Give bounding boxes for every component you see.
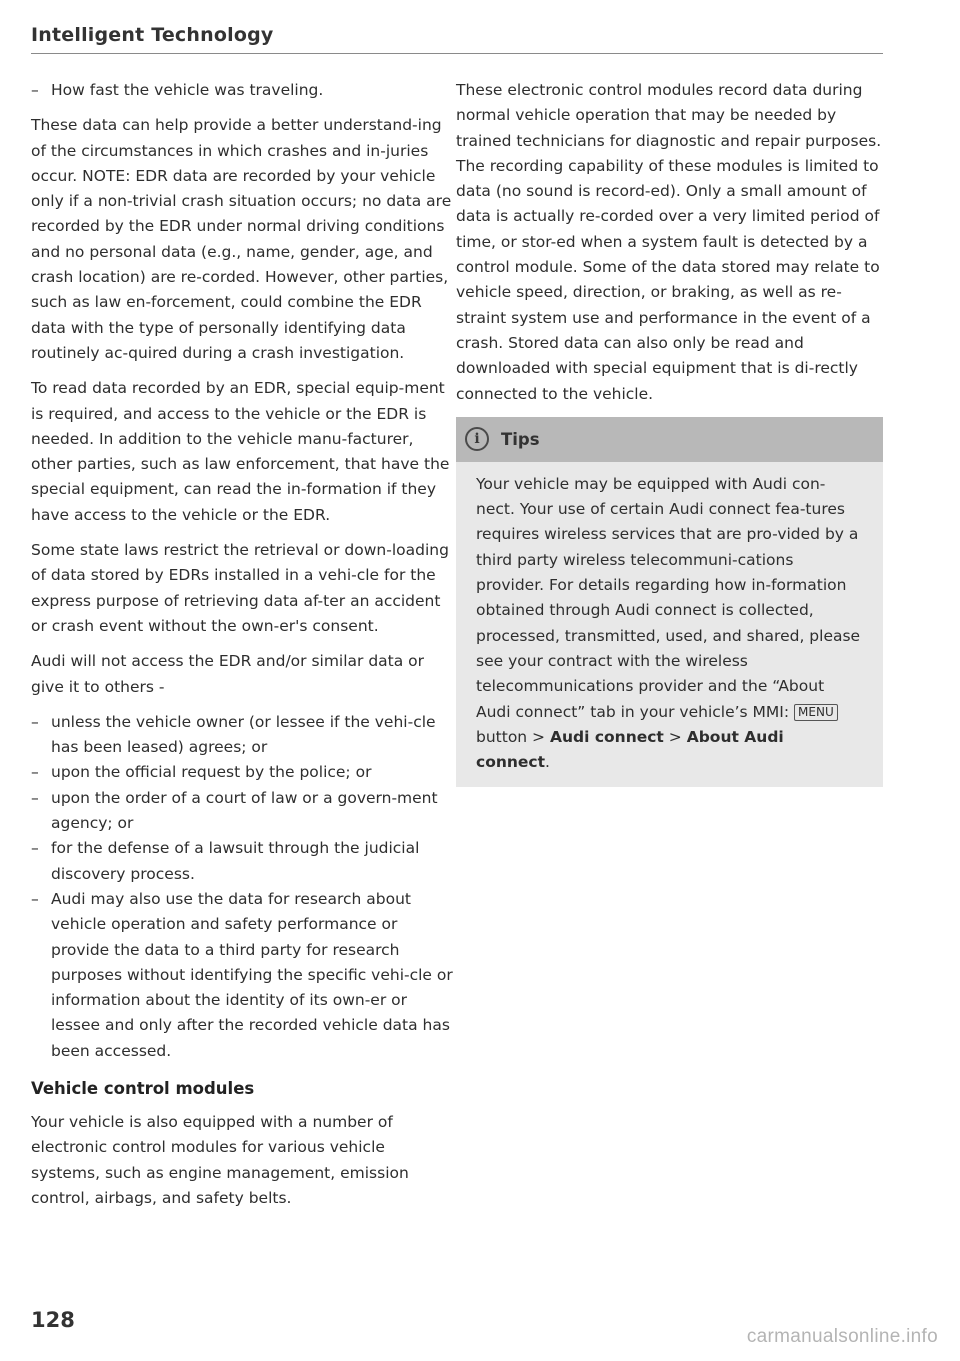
list-item: – unless the vehicle owner (or lessee if the vehi-cle has been leased) agrees; or (31, 710, 453, 761)
list-item: – Audi may also use the data for research about vehicle operation and safety performance or provide the data to a third party for research purposes without identifying the specific vehi-cle or information about the identity of its own-er or lessee and only after the recorded vehicle data has been accessed. (31, 887, 453, 1064)
tips-header (456, 417, 883, 462)
menu-path-audi-connect: Audi connect (549, 727, 664, 746)
menu-key: MENU (794, 704, 838, 721)
header-divider (31, 53, 883, 54)
page-number: 128 (31, 1308, 75, 1332)
list-item: – How fast the vehicle was traveling. (31, 78, 453, 103)
tips-button-text: button > (476, 727, 546, 746)
right-column (456, 78, 883, 787)
paragraph: These data can help provide a better understand-ing of the circumstances in which crashes and in-juries occur. NOTE: EDR data are recorded by your vehicle only if a non-trivial crash situation occurs; no data are recorded by the EDR under normal driving conditions and no personal data (e.g., name, gender, age, and crash location) are re-corded. However, other parties, such as law en-forcement, could combine the EDR data with the type of personally identifying data routinely ac-quired during a crash investigation. (31, 116, 452, 362)
menu-path-about-audi-connect: About Audi connect (476, 727, 784, 772)
paragraph: Some state laws restrict the retrieval or down-loading of data stored by EDRs installed in a vehi-cle for the express purpose of retrieving data af-ter an accident or crash event without the own-er's consent. (31, 541, 449, 635)
list-item: – upon the official request by the police; or (31, 760, 453, 785)
tips-label: Tips (501, 429, 540, 449)
paragraph: These electronic control modules record data during normal vehicle operation that may be needed by trained technicians for diagnostic and repair purposes. The recording capability of these modules is limited to data (no sound is record-ed). Only a small amount of data is actually re-corded over a very limited period of time, or stor-ed when a system fault is detected by a control module. Some of the data stored may relate to vehicle speed, direction, or braking, as well as re-straint system use and performance in the event of a crash. Stored data can also only be read and downloaded with special equipment that is di-rectly connected to the vehicle. (456, 81, 882, 403)
list-item: – upon the order of a court of law or a govern-ment agency; or (31, 786, 453, 837)
tips-box (456, 417, 883, 788)
tips-text: Your vehicle may be equipped with Audi con-nect. Your use of certain Audi connect fea-tures requires wireless services that are pro-vided by a third party wireless telecommuni-cations provider. For details regarding how in-formation obtained through Audi connect is collected, processed, transmitted, used, and shared, please see your contract with the wireless telecommunications provider and the “About Audi connect” tab in your vehicle’s MMI: (476, 474, 861, 721)
list-item: – for the defense of a lawsuit through the judicial discovery process. (31, 836, 453, 887)
tips-end: . (545, 753, 550, 772)
watermark: carmanualsonline.info (746, 1326, 938, 1347)
left-column (31, 78, 453, 1221)
paragraph: To read data recorded by an EDR, special equip-ment is required, and access to the vehicle or the EDR is needed. In addition to the vehicle manu-facturer, other parties, such as law enforcement, that have the special equipment, can read the in-formation if they have access to the vehicle or the EDR. (31, 379, 450, 524)
info-icon: i (465, 427, 489, 451)
paragraph: Your vehicle is also equipped with a number of electronic control modules for various vehicle systems, such as engine management, emission control, airbags, and safety belts. (31, 1112, 409, 1207)
subsection-heading: Vehicle control modules (31, 1078, 255, 1098)
paragraph: Audi will not access the EDR and/or similar data or give it to others - (31, 652, 425, 696)
menu-path-separator: > (668, 727, 682, 746)
section-title: Intelligent Technology (31, 24, 274, 46)
access-conditions-list (31, 710, 453, 1064)
lead-list (31, 78, 453, 103)
tips-body (456, 462, 883, 788)
